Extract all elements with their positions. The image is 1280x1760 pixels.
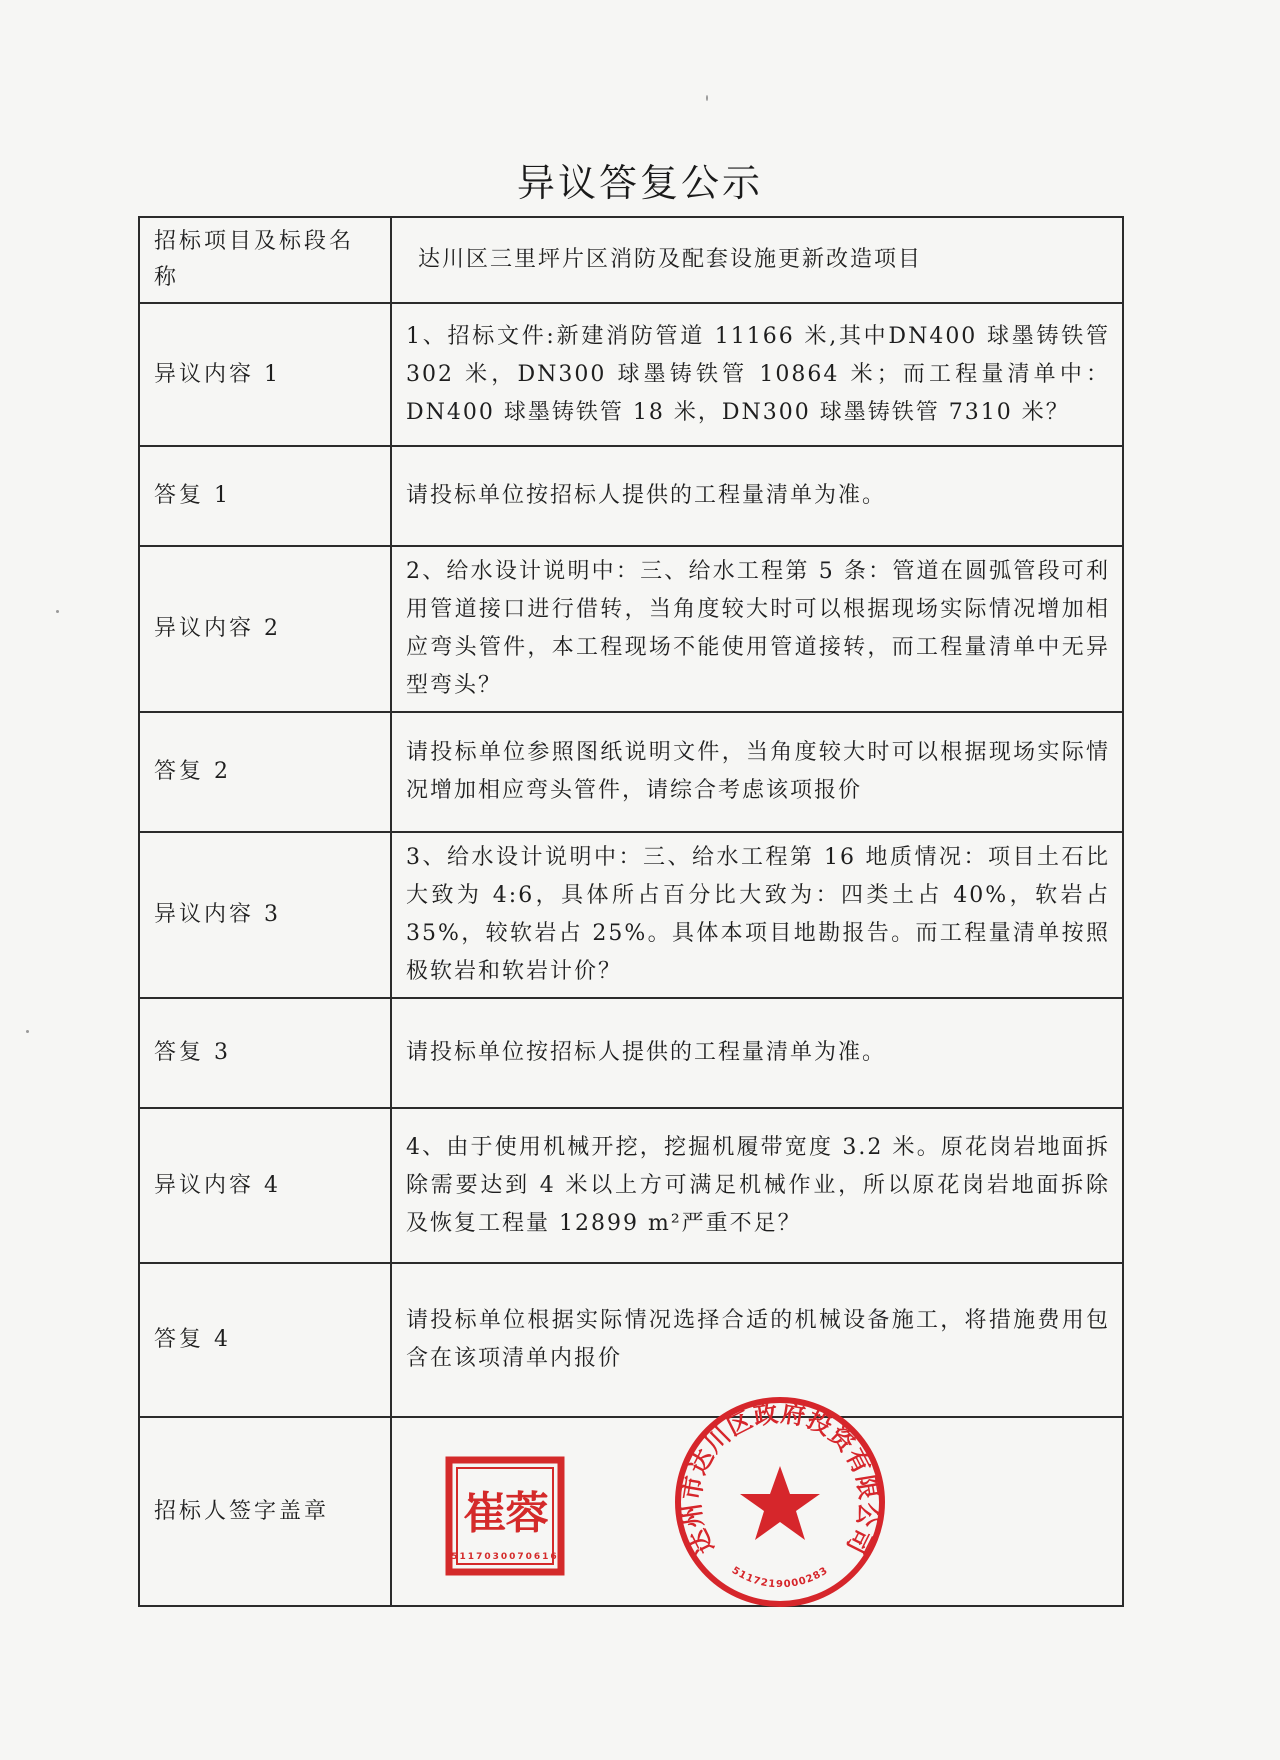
row-label-objection-1: 异议内容 1 bbox=[139, 303, 391, 446]
row-content-project: 达川区三里坪片区消防及配套设施更新改造项目 bbox=[391, 217, 1123, 303]
objection-reply-table bbox=[138, 216, 1124, 1607]
table-row-objection-4 bbox=[139, 1108, 1123, 1263]
row-label-reply-4: 答复 4 bbox=[139, 1263, 391, 1417]
company-seal-icon bbox=[672, 1394, 888, 1610]
page-title: 异议答复公示 bbox=[516, 161, 763, 205]
table-row-objection-2 bbox=[139, 546, 1123, 712]
table-row-reply-1 bbox=[139, 446, 1123, 546]
row-label-project: 招标项目及标段名称 bbox=[139, 217, 391, 303]
signature-cell bbox=[391, 1399, 1123, 1606]
row-label-reply-1: 答复 1 bbox=[139, 446, 391, 546]
svg-text:崔蓉: 崔蓉 bbox=[463, 1488, 547, 1539]
table-row-objection-3 bbox=[139, 832, 1123, 998]
svg-text:达州市达川区政府投资有限公司: 达州市达川区政府投资有限公司 bbox=[677, 1399, 883, 1559]
table-row-reply-3 bbox=[139, 998, 1123, 1108]
row-label-signature: 招标人签字盖章 bbox=[139, 1417, 391, 1606]
svg-text:5117219000283: 5117219000283 bbox=[729, 1565, 831, 1591]
table-row-objection-1 bbox=[139, 303, 1123, 446]
row-content-objection-1: 1、招标文件:新建消防管道 11166 米,其中DN400 球墨铸铁管 302 米，DN300 球墨铸铁管 10864 米；而工程量清单中：DN400 球墨铸铁管 18 米，DN300 球墨铸铁管 7310 米？ bbox=[391, 303, 1123, 446]
scan-speck bbox=[26, 1030, 29, 1033]
row-content-reply-3: 请投标单位按招标人提供的工程量清单为准。 bbox=[391, 998, 1123, 1108]
row-content-reply-4: 请投标单位根据实际情况选择合适的机械设备施工，将措施费用包含在该项清单内报价 bbox=[391, 1263, 1123, 1417]
scan-speck bbox=[56, 610, 59, 613]
row-content-reply-2: 请投标单位参照图纸说明文件，当角度较大时可以根据现场实际情况增加相应弯头管件，请综合考虑该项报价 bbox=[391, 712, 1123, 832]
table-row-signature bbox=[139, 1417, 1123, 1606]
table-row-reply-4 bbox=[139, 1263, 1123, 1417]
table-row-reply-2 bbox=[139, 712, 1123, 832]
table-row-project bbox=[139, 217, 1123, 303]
row-label-reply-2: 答复 2 bbox=[139, 712, 391, 832]
row-label-objection-4: 异议内容 4 bbox=[139, 1108, 391, 1263]
personal-seal-icon bbox=[445, 1456, 565, 1576]
row-label-objection-2: 异议内容 2 bbox=[139, 546, 391, 712]
svg-text:5117030070616: 5117030070616 bbox=[451, 1552, 559, 1562]
row-label-objection-3: 异议内容 3 bbox=[139, 832, 391, 998]
row-content-objection-3: 3、给水设计说明中：三、给水工程第 16 地质情况：项目土石比大致为 4:6，具体所占百分比大致为：四类土占 40%，软岩占 35%，较软岩占 25%。具体本项目地勘报告。而工程量清单按照极软岩和软岩计价？ bbox=[391, 832, 1123, 998]
row-content-objection-4: 4、由于使用机械开挖，挖掘机履带宽度 3.2 米。原花岗岩地面拆除需要达到 4 米以上方可满足机械作业，所以原花岗岩地面拆除及恢复工程量 12899 m²严重不足？ bbox=[391, 1108, 1123, 1263]
row-content-reply-1: 请投标单位按招标人提供的工程量清单为准。 bbox=[391, 446, 1123, 546]
row-label-reply-3: 答复 3 bbox=[139, 998, 391, 1108]
row-content-objection-2: 2、给水设计说明中：三、给水工程第 5 条：管道在圆弧管段可利用管道接口进行借转，当角度较大时可以根据现场实际情况增加相应弯头管件，本工程现场不能使用管道接转，而工程量清单中无异型弯头？ bbox=[391, 546, 1123, 712]
scan-speck bbox=[706, 95, 708, 101]
